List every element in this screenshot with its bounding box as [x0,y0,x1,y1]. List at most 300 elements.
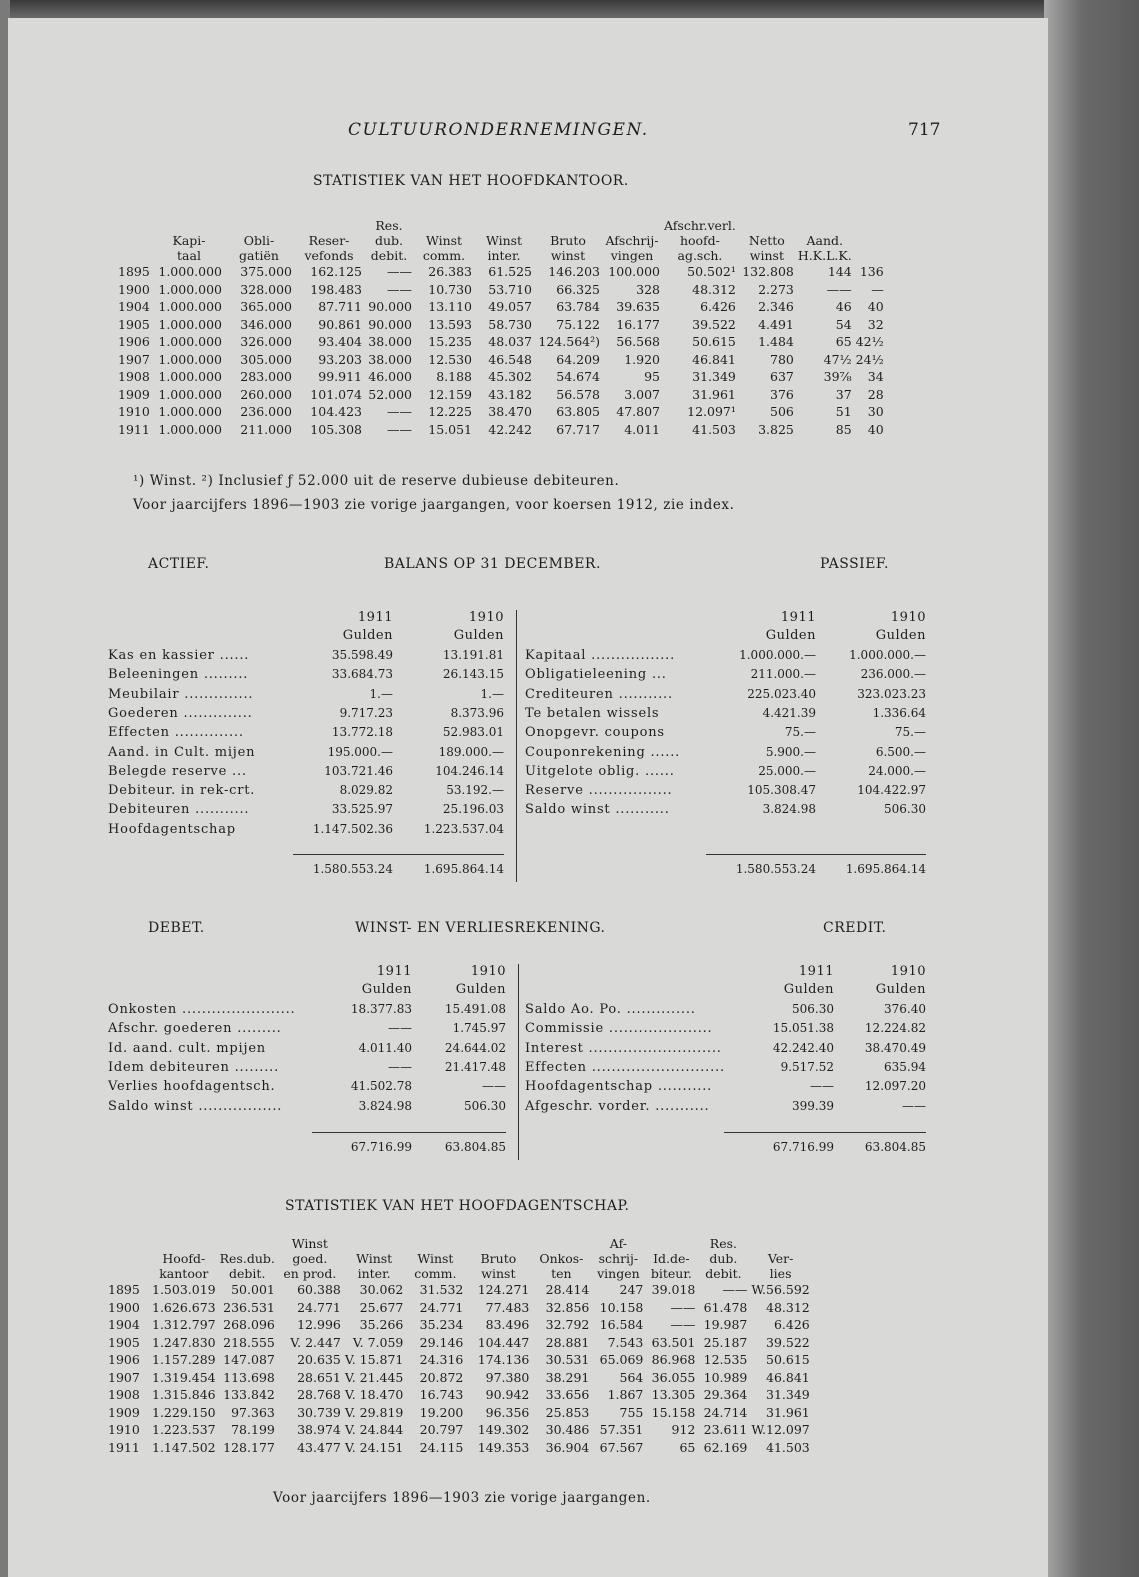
year-cell: 1907 [118,351,150,367]
stat1-title: STATISTIEK VAN HET HOOFDKANTOOR. [313,173,629,189]
amount-current: 13.772.18 [331,725,393,740]
column-header: Res. [375,218,403,233]
account-label: Uitgelote oblig. ...... [525,763,675,779]
table-cell: 30.062 [359,1282,404,1297]
table-row [106,1421,812,1439]
year-cell: 1908 [118,369,150,384]
amount-current: 8.029.82 [339,783,393,798]
column-header [150,1236,218,1251]
table-cell: 1.867 [607,1387,644,1402]
table-cell: V. 15.871 [344,1352,404,1367]
column-header: Winst [425,233,463,248]
amount-previous: —— [902,1098,926,1113]
column-header: Afschrij- [605,233,659,248]
table-cell: 60.388 [297,1282,341,1297]
table-cell: 53.710 [488,281,532,297]
column-header: Id.de- [653,1251,690,1266]
column-header [405,1236,465,1251]
amount-previous: 12.224.82 [864,1021,926,1036]
table-cell: 365.000 [240,299,292,314]
year-cell: 1905 [118,316,150,332]
table-cell: W.56.592 [751,1282,810,1297]
column-header: gatiën [239,248,279,263]
account-label: Effecten .............. [108,725,244,741]
table-cell: 1.484 [758,334,794,349]
table-cell: 16.584 [599,1317,644,1332]
table-cell: 39.522 [692,316,736,332]
account-label: Saldo winst ................. [108,1098,283,1114]
table-cell: V. 7.059 [352,1334,404,1350]
table-cell: 28.768 [297,1387,341,1402]
table-cell: 3.825 [758,421,794,437]
total-amount: 63.804.85 [444,1140,506,1154]
table-cell: 31.961 [766,1404,810,1420]
table-row [116,281,886,299]
table-cell: 48.037 [488,334,532,349]
table-cell: 6.426 [773,1317,810,1332]
table-cell: 56.578 [556,386,600,402]
table-cell: 4.011 [624,421,660,437]
table-cell: 58.730 [488,316,532,332]
account-label: Hoofdagentschap [108,821,236,837]
column-header: Winst [417,1251,454,1266]
table-cell: 52.000 [368,386,412,402]
table-cell: 346.000 [240,316,292,332]
table-cell: 506 [770,404,794,419]
amount-previous: 12.097.20 [864,1079,926,1094]
column-year: 1911 [780,610,816,625]
column-header [796,218,854,233]
table-cell: 83.496 [485,1317,530,1332]
column-year: 1910 [890,610,926,625]
table-cell: 26.383 [428,264,472,279]
year-cell: 1895 [108,1282,140,1297]
amount-previous: 25.196.03 [442,802,504,817]
table-cell: 15.158 [651,1404,696,1420]
amount-previous: 1.336.64 [872,705,926,720]
table-cell: 912 [671,1422,696,1437]
column-header [218,1236,277,1251]
table-cell: 39.018 [651,1282,696,1297]
account-label: Belegde reserve ... [108,763,247,779]
table-cell: 28.414 [545,1282,590,1297]
table-cell: 43.477 [297,1439,341,1455]
table-cell: 65 [835,334,852,349]
table-cell: 12.159 [428,386,472,402]
table-cell: 62.169 [703,1439,748,1455]
table-cell: 24.771 [419,1299,464,1315]
table-cell: V. 21.445 [344,1369,404,1385]
balans-title: BALANS OP 31 DECEMBER. [384,556,601,572]
column-header: debit. [229,1266,266,1281]
scan-border-right [1044,0,1139,1577]
table-cell: 283.000 [240,369,292,384]
table-cell: 198.483 [310,281,362,297]
total-rule [293,854,504,855]
table-cell: 32.856 [545,1299,590,1315]
amount-current: —— [388,1021,412,1036]
table-cell: 162.125 [310,264,362,279]
table-cell: 97.363 [231,1404,275,1420]
table-header-row [116,218,886,233]
table-cell: 37 [835,386,852,402]
table-cell: 136 [859,264,884,279]
stat2-table [106,1236,812,1456]
column-header [106,1236,150,1251]
year-cell: 1910 [118,404,150,419]
table-cell: 86.968 [651,1352,696,1367]
table-cell: 20.872 [419,1369,464,1385]
column-header: dub. [709,1251,738,1266]
year-cell: 1900 [108,1299,140,1315]
table-cell: 128.177 [223,1439,275,1455]
table-cell: 38.291 [545,1369,590,1385]
amount-previous: 104.246.14 [435,763,504,778]
account-label: Meubilair .............. [108,686,254,702]
column-header: Winst [485,233,523,248]
table-cell: 78.199 [231,1422,275,1437]
table-cell: V. 18.470 [344,1387,404,1402]
amount-previous: 53.192.— [446,783,504,798]
table-row [106,1369,812,1387]
table-cell: W.12.097 [751,1422,810,1437]
column-header [749,1236,811,1251]
table-cell: 113.698 [223,1369,275,1385]
table-cell: 1.626.673 [152,1299,216,1315]
total-amount: 1.580.553.24 [735,862,816,876]
amount-current: 103.721.46 [324,763,393,778]
table-row [106,1386,812,1404]
amount-previous: —— [482,1079,506,1094]
account-label: Debiteuren ........... [108,802,250,818]
account-label: Kapitaal ................. [525,648,676,663]
account-label: Idem debiteuren ......... [108,1059,279,1075]
account-label: Commissie ..................... [525,1021,713,1037]
account-label: Afgeschr. vorder. ........... [525,1098,710,1114]
table-row [116,333,886,351]
column-header: inter. [487,248,521,263]
stat1-table [116,218,886,438]
column-header [738,218,796,233]
table-cell: 50.615 [692,334,736,349]
column-header: Netto [748,233,785,248]
year-cell: 1911 [108,1439,140,1455]
table-cell: 375.000 [240,264,292,279]
column-header: Res.dub. [219,1251,275,1266]
account-label: Kas en kassier ...... [108,648,250,663]
table-cell: 305.000 [240,351,292,367]
table-cell: 1.223.537 [152,1422,216,1437]
account-label: Te betalen wissels [525,705,660,721]
table-cell: 780 [770,351,794,367]
table-cell: 96.356 [485,1404,530,1420]
table-cell: 24.115 [419,1439,464,1455]
table-cell: 211.000 [240,421,292,437]
account-label: Saldo winst ........... [525,802,670,818]
table-cell: 39⅞ [823,369,852,384]
column-header: Winst [356,1251,393,1266]
table-cell: 15.051 [428,421,472,437]
account-label: Saldo Ao. Po. .............. [525,1002,696,1017]
table-cell: 105.308 [310,421,362,437]
table-cell: 30 [867,404,884,419]
column-header: Bruto [480,1251,517,1266]
table-header-row [106,1266,812,1281]
column-divider [518,964,519,1160]
column-header: Obli- [243,233,275,248]
account-label: Goederen .............. [108,705,253,721]
table-cell: 12.530 [428,351,472,367]
amount-current: 41.502.78 [350,1079,412,1094]
total-amount: 1.695.864.14 [845,862,926,876]
table-cell: 51 [835,404,852,419]
column-header [224,218,294,233]
account-label: Id. aand. cult. mpijen [108,1040,266,1056]
table-cell: 30.486 [545,1422,590,1437]
table-cell: 376 [770,386,794,402]
amount-current: 33.525.97 [331,802,393,817]
table-cell: —— [387,264,412,279]
table-cell: 46.548 [488,351,532,367]
column-year: 1910 [468,610,504,625]
column-unit: Gulden [455,982,506,997]
table-cell: 54.674 [556,369,600,384]
amount-current: —— [388,1059,412,1074]
column-header [531,1236,591,1251]
table-cell: 12.097¹ [687,404,736,419]
table-cell: 2.346 [758,299,794,314]
year-cell: 1911 [118,421,150,437]
column-unit: Gulden [783,982,834,997]
table-cell: 50.001 [231,1282,275,1297]
table-cell: 1.319.454 [152,1369,216,1385]
table-row [116,351,886,369]
stat1-note: Voor jaarcijfers 1896—1903 zie vorige jaargangen, voor koersen 1912, zie index. [133,497,735,513]
table-cell: 42.242 [488,421,532,437]
table-cell: 149.353 [477,1439,530,1455]
column-header: H.K.L.K. [797,248,852,263]
book-page [8,18,1048,1577]
table-cell: 48.312 [766,1299,810,1315]
column-unit: Gulden [453,628,504,643]
amount-previous: 323.023.23 [857,686,926,701]
table-cell: —— [387,421,412,437]
table-row [116,403,886,421]
column-header [116,248,154,263]
table-cell: 63.784 [556,299,600,314]
stat1-footnote: ¹) Winst. ²) Inclusief ƒ 52.000 uit de reserve dubieuse debiteuren. [133,473,620,489]
table-cell: 65 [679,1439,696,1455]
table-cell: 25.187 [703,1334,748,1350]
table-cell: 174.136 [477,1352,530,1367]
table-cell: 4.491 [758,316,794,332]
table-cell: 24½ [855,351,884,367]
table-row [116,421,886,439]
table-cell: 23.611 [703,1422,748,1437]
column-header: biteur. [650,1266,692,1281]
column-header: Aand. [806,233,844,248]
table-cell: 10.730 [428,281,472,297]
table-cell: 38.974 [297,1422,341,1437]
table-cell: 133.842 [223,1387,275,1402]
table-cell: 41.503 [766,1439,810,1455]
column-header: winst [481,1266,516,1281]
table-cell: 124.564²) [538,334,600,349]
table-cell: 46.841 [692,351,736,367]
account-label: Beleeningen ......... [108,667,249,683]
column-header: Ver- [767,1251,794,1266]
table-cell: 1.000.000 [158,421,222,437]
table-cell: 147.087 [223,1352,275,1367]
amount-previous: 38.470.49 [864,1040,926,1055]
amount-previous: 1.223.537.04 [423,821,504,836]
account-label: Hoofdagentschap ........... [525,1079,713,1095]
column-header: goed. [292,1251,328,1266]
table-cell: 564 [619,1369,644,1385]
total-amount: 1.580.553.24 [312,862,393,876]
table-cell: 1.147.502 [152,1439,216,1455]
column-header: hoofd- [679,233,720,248]
table-cell: 35.266 [359,1317,404,1332]
table-cell: 104.447 [477,1334,530,1350]
column-unit: Gulden [875,628,926,643]
table-cell: 64.209 [556,351,600,367]
balans-passief-head: PASSIEF. [820,556,889,572]
table-cell: 63.501 [651,1334,696,1350]
column-unit: Gulden [342,628,393,643]
total-rule [312,1132,506,1133]
table-cell: 66.325 [556,281,600,297]
table-cell: 247 [619,1282,644,1297]
table-cell: 13.593 [428,316,472,332]
amount-current: 3.824.98 [762,802,816,817]
column-header [106,1266,150,1281]
account-label: Crediteuren ........... [525,686,673,702]
amount-previous: 26.143.15 [442,667,504,682]
table-cell: 93.404 [318,334,362,349]
table-cell: 54 [835,316,852,332]
amount-current: 5.900.— [765,744,816,759]
column-header: debit. [370,248,408,263]
amount-previous: 506.30 [884,802,926,817]
table-cell: 90.942 [485,1387,530,1402]
table-cell: 24.714 [703,1404,748,1420]
table-cell: 146.203 [548,264,600,279]
table-cell: 104.423 [310,404,362,419]
table-cell: 236.531 [223,1299,275,1315]
table-cell: 46.841 [766,1369,810,1385]
year-cell: 1906 [108,1352,140,1367]
column-header: debit. [705,1266,742,1281]
column-header: Hoofd- [162,1251,206,1266]
table-cell: 25.853 [545,1404,590,1420]
table-cell: 90.861 [318,316,362,332]
year-cell: 1906 [118,334,150,349]
table-cell: 40 [867,299,884,314]
column-header [294,218,364,233]
column-header: Res. [709,1236,737,1251]
table-cell: 41.503 [692,421,736,437]
amount-previous: 24.644.02 [444,1040,506,1055]
table-cell: —— [670,1299,696,1315]
table-cell: 260.000 [240,386,292,402]
amount-current: —— [810,1079,834,1094]
table-cell: 1.503.019 [152,1282,216,1297]
table-cell: 637 [770,369,794,384]
table-cell: 268.096 [223,1317,275,1332]
account-label: Obligatieleening ... [525,667,667,683]
column-header [474,218,534,233]
column-header: ag.sch. [677,248,723,263]
table-cell: 12.535 [703,1352,748,1367]
table-cell: 1.000.000 [158,351,222,367]
table-cell: 1.315.846 [152,1387,216,1402]
amount-previous: 1.— [480,686,504,701]
amount-previous: 13.191.81 [442,648,504,662]
table-cell: 328.000 [240,281,292,297]
table-cell: V. 24.151 [344,1439,404,1455]
table-cell: 35.234 [419,1317,464,1332]
column-header: lies [769,1266,792,1281]
column-header: winst [749,248,784,263]
table-row [116,316,886,334]
table-cell: 61.525 [488,264,532,279]
table-cell: 39.522 [766,1334,810,1350]
total-amount: 1.695.864.14 [423,862,504,876]
account-label: Aand. in Cult. mijen [108,744,256,760]
table-cell: 10.158 [599,1299,644,1315]
total-amount: 67.716.99 [350,1140,412,1154]
table-cell: V. 29.819 [344,1404,404,1420]
column-header: comm. [422,248,466,263]
column-header [343,1236,406,1251]
total-rule [724,1132,926,1133]
table-cell: 16.177 [616,316,660,332]
table-cell: 10.989 [703,1369,748,1385]
account-label: Couponrekening ...... [525,744,681,760]
table-cell: 33.656 [545,1387,590,1402]
table-cell: 47.807 [616,404,660,419]
amount-current: 195.000.— [327,744,393,759]
column-header [465,1236,531,1251]
table-cell: 97.380 [485,1369,530,1385]
table-cell: 34 [867,369,884,384]
column-year: 1910 [890,964,926,979]
column-year: 1911 [376,964,412,979]
table-row [116,298,886,316]
table-cell: 31.349 [692,369,736,384]
table-cell: 1.157.289 [152,1352,216,1367]
table-header-row [116,233,886,248]
table-cell: 13.110 [428,299,472,314]
table-cell: 1.000.000 [158,334,222,349]
amount-previous: 75.— [894,725,926,740]
table-cell: 95 [644,369,660,384]
table-cell: 28.881 [545,1334,590,1350]
table-cell: 326.000 [240,334,292,349]
table-row [116,386,886,404]
table-cell: 36.055 [651,1369,696,1385]
table-cell: 132.808 [742,264,794,279]
table-row [116,263,886,281]
column-header: Af- [609,1236,627,1251]
table-cell: 1.247.830 [152,1334,216,1350]
amount-previous: 52.983.01 [442,725,504,740]
column-header: Reser- [308,233,350,248]
table-cell: 6.426 [700,299,736,314]
table-row [106,1281,812,1299]
table-cell: 16.743 [419,1387,464,1402]
